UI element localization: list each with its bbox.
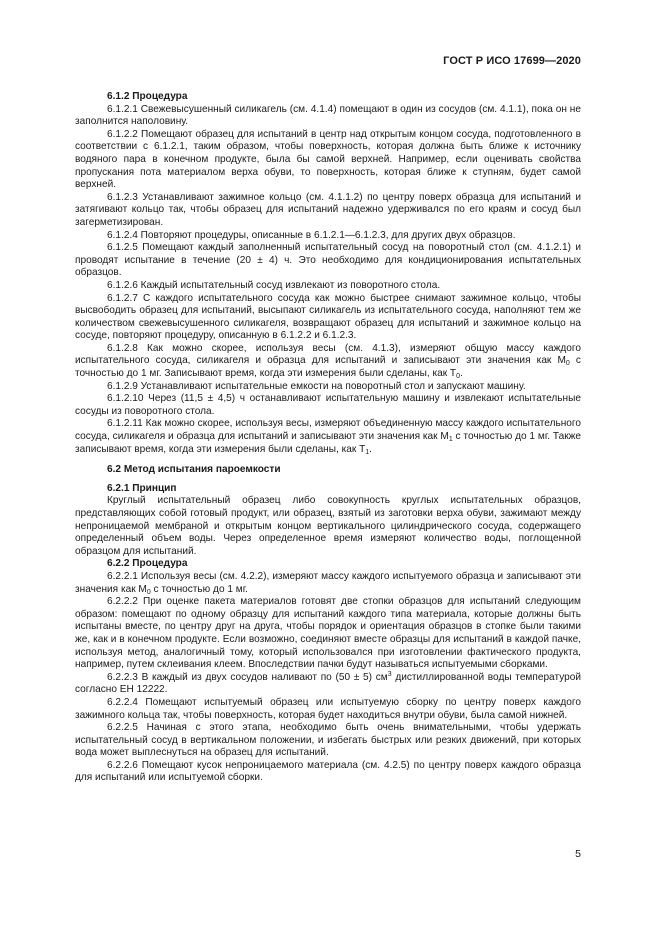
heading-text: 6.1.2 Процедура	[107, 91, 188, 102]
paragraph	[75, 192, 581, 230]
text-run: 6.1.2.3 Устанавливают зажимное кольцо (см. 4.1.1.2) по центру поверх образца для испытаний и затягивают кольцо так, чтобы образец для испытаний надежно удерживался по его краям и сосуд был загерметизирован.	[75, 191, 581, 228]
paragraph	[75, 760, 581, 785]
paragraph	[75, 393, 581, 418]
paragraph	[75, 129, 581, 192]
text-run: 6.1.2.2 Помещают образец для испытаний в центр над открытым концом сосуда, подготовленного в соответствии с 6.1.2.1, таким образом, чтобы поверхность, которая должна быть ближе к источнику водяного пара в конечном продукте, была бы самой верхней. Например, если оценивать свойства пропускания пота материалом верха обуви, то поверхность, которая ближе к ступням, будет самой верхней.	[75, 128, 581, 191]
text-run: 6.1.2.4 Повторяют процедуры, описанные в 6.1.2.1—6.1.2.3, для других двух образцов.	[107, 229, 516, 241]
paragraph	[75, 230, 581, 243]
paragraph	[75, 280, 581, 293]
text-run: 6.1.2.10 Через (11,5 ± 4,5) ч останавливают испытательную машину и извлекают испытательные сосуды из поворотного стола.	[75, 393, 581, 417]
paragraph	[75, 571, 581, 596]
text-run: с точностью до 1 мг.	[150, 583, 248, 595]
text-run: 6.1.2.8 Как можно скорее, используя весы (см. 4.1.3), измеряют общую массу каждого испытательного сосуда, силикагеля и образца для испытаний и записывают эти значения как M	[75, 342, 581, 367]
paragraph	[75, 672, 581, 697]
text-run: .	[460, 368, 463, 380]
text-run: дистиллированной воды температурой согласно ЕН 12222.	[75, 671, 581, 696]
text-run: 6.1.2.5 Помещают каждый заполненный испытательный сосуд на поворотный стол (см. 4.1.2.1) и проводят испытание в течение (20 ± 4) ч. Это необходимо для кондиционирования испытательных образцов.	[75, 242, 581, 279]
text-run: 6.2.2.4 Помещают испытуемый образец или испытуемую сборку по центру поверх каждого зажимного кольца так, чтобы поверхность, которая будет находиться внутри обуви, была самой нижней.	[75, 696, 581, 721]
paragraph	[75, 381, 581, 394]
paragraph	[75, 596, 581, 672]
text-run: 6.1.2.6 Каждый испытательный сосуд извлекают из поворотного стола.	[107, 279, 441, 291]
text-run: 6.2.2.6 Помещают кусок непроницаемого материала (см. 4.2.5) по центру поверх каждого образца для испытаний или испытуемой сборки.	[75, 759, 581, 784]
superscript: 3	[387, 670, 392, 678]
heading-text: 6.2.1 Принцип	[107, 482, 177, 494]
subscript: 1	[365, 448, 370, 456]
paragraph	[75, 242, 581, 280]
subscript: 0	[456, 373, 461, 381]
text-run: 6.1.2.1 Свежевысушенный силикагель (см. 4.1.4) помещают в один из сосудов (см. 4.1.1), пока он не заполнится наполовину.	[75, 103, 581, 128]
heading-text: 6.2.2 Процедура	[107, 558, 188, 570]
document-id-header: ГОСТ Р ИСО 17699—2020	[443, 55, 581, 67]
text-run: 6.2.2.2 При оценке пакета материалов готовят две стопки образцов для испытаний следующим образом: помещают по одному образцу для испытаний каждого типа материала, которые должны быть испытаны вместе, по центру друг на друга, чтобы порядок и ориентация образцов в стопке были такими же, как и в конечном продукте. Если возможно, соединяют вместе образцы для испытаний в каждой пачке, используя метод, аналогичный тому, который использовался при изготовлении фактического продукта, например, путем склеивания клеем. Впоследствии пачки будут называться испытуемыми сборками.	[75, 596, 581, 671]
paragraph	[75, 418, 581, 456]
text-run: с точностью до 1 мг. Записывают время, когда эти измерения были сделаны, как T	[75, 355, 581, 380]
subscript: 1	[448, 436, 453, 444]
section-heading-major	[75, 464, 581, 477]
paragraph	[75, 293, 581, 343]
section-heading	[75, 483, 581, 496]
paragraph	[75, 104, 581, 129]
paragraph	[75, 343, 581, 381]
text-run: 6.1.2.11 Как можно скорее, используя весы, измеряют объединенную массу каждого испытательного сосуда, силикагеля и образца для испытаний и записывают эти значения как M	[75, 418, 581, 443]
text-run: 6.1.2.9 Устанавливают испытательные емкости на поворотный стол и запускают машину.	[107, 380, 526, 392]
paragraph	[75, 697, 581, 722]
subscript: 0	[146, 588, 151, 596]
text-run: .	[369, 443, 372, 455]
document-body	[75, 91, 581, 785]
text-run: 6.2.2.5 Начиная с этого этапа, необходимо быть очень внимательными, чтобы удержать испытательный сосуд в вертикальном положении, и избегать быстрых или резких движений, при которых вода может выплеснуться на образец для испытаний.	[75, 722, 581, 759]
paragraph	[75, 495, 581, 558]
text-run: 6.2.2.1 Используя весы (см. 4.2.2), измеряют массу каждого испытуемого образца и записывают эти значения как M	[75, 570, 581, 595]
paragraph	[75, 722, 581, 760]
text-run: 6.2.2.3 В каждый из двух сосудов наливают по (50 ± 5) см	[107, 671, 388, 683]
text-run: с точностью до 1 мг. Также записывают время, когда эти измерения были сделаны, как T	[75, 431, 582, 455]
section-heading	[75, 91, 581, 104]
page-number: 5	[575, 848, 581, 860]
text-run: 6.1.2.7 С каждого испытательного сосуда как можно быстрее снимают зажимное кольцо, чтобы высвободить образец для испытаний, высыпают силикагель из испытательного сосуда, наполняют тем же количеством свежевысушенного силикагеля, возвращают образец для испытаний и зажимное кольцо на сосуде, повторяют процедуру, описанную в 6.1.2.2 и 6.1.2.3.	[75, 292, 581, 342]
subscript: 0	[565, 360, 570, 368]
heading-text: 6.2 Метод испытания пароемкости	[107, 464, 281, 476]
section-heading	[75, 558, 581, 571]
text-run: Круглый испытательный образец либо совокупность круглых испытательных образцов, представляющих собой готовый продукт, или образец, взятый из заготовки верха обуви, зажимают между непроницаемой мембраной и открытым концом вертикального цилиндрического сосуда, содержащего определенный объем воды. Через определенное время измеряют количество воды, поглощенной образцом для испытаний.	[75, 495, 581, 557]
